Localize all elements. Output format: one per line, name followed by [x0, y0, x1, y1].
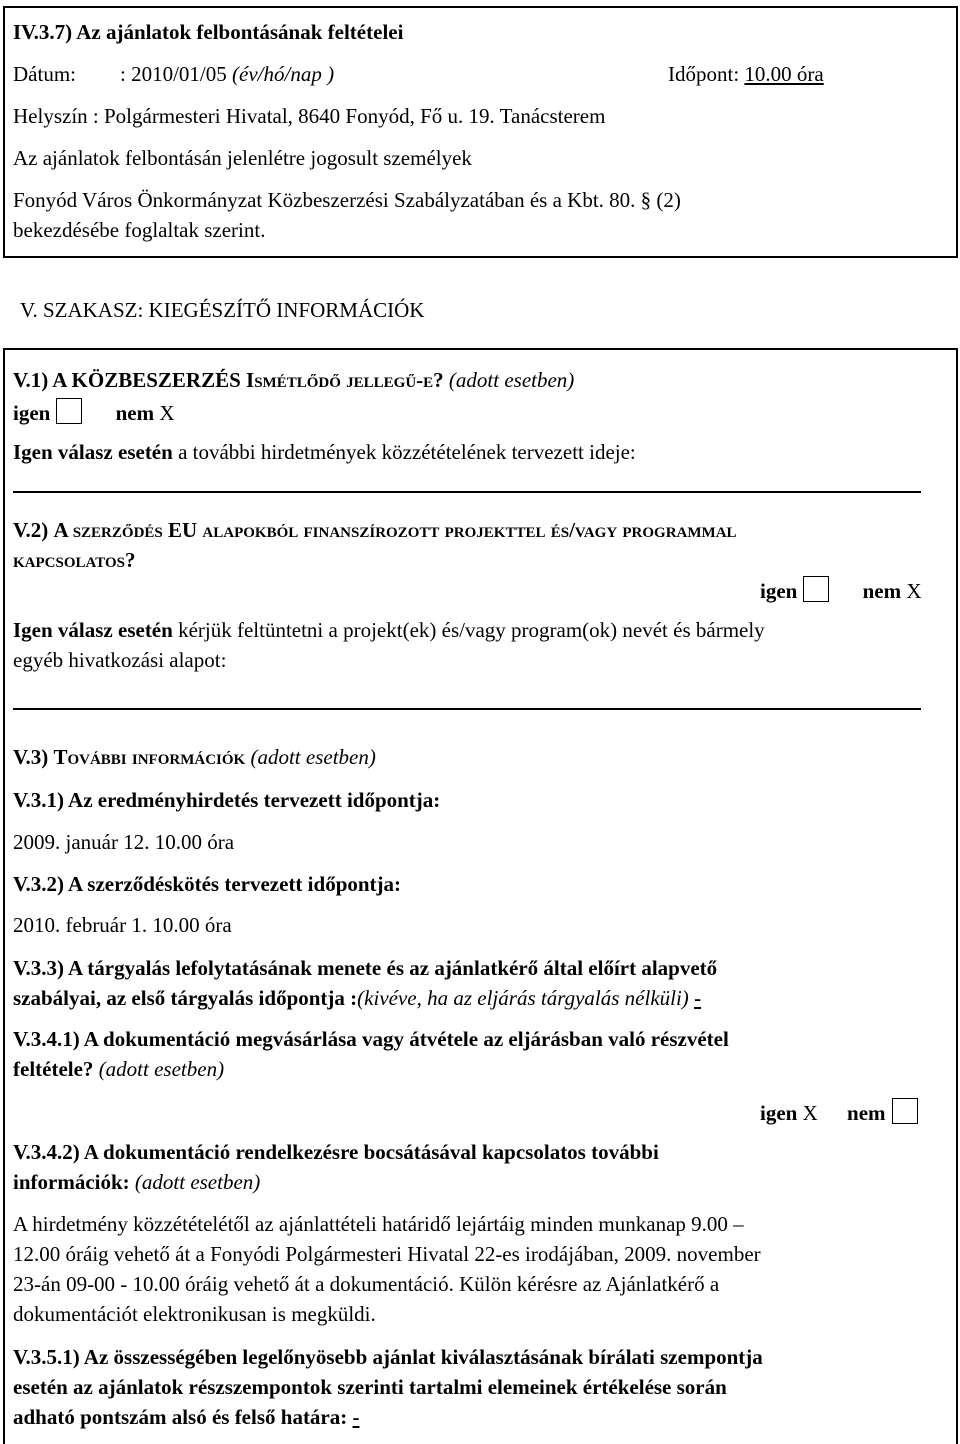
v2-no-label: nem — [862, 579, 902, 603]
v33-line1: V.3.3) A tárgyalás lefolytatásának menete és az ajánlatkérő által előírt alapvető — [13, 956, 718, 980]
v33-line2-bold: szabályai, az első tárgyalás időpontja : — [13, 986, 358, 1010]
v2-if-yes-text2: egyéb hivatkozási alapot: — [13, 648, 227, 672]
v342-text-2: 12.00 óráig vehető át a Fonyódi Polgármesteri Hivatal 22-es irodájában, 2009. november — [13, 1242, 761, 1266]
v3-heading — [13, 745, 376, 769]
v33-line2-italic: (kivéve, ha az eljárás tárgyalás nélküli) — [357, 986, 689, 1010]
v3-num: V.3) — [13, 745, 49, 769]
v351-line3 — [13, 1405, 360, 1429]
v1-heading-q: ? — [433, 368, 444, 392]
place-line: Helyszín : Polgármesteri Hivatal, 8640 Fonyód, Fő u. 19. Tanácsterem — [13, 104, 606, 128]
v1-yes-checkbox[interactable] — [56, 398, 82, 424]
v341-line2-bold: feltétele? — [13, 1057, 94, 1081]
v2-if-yes-text: kérjük feltüntetni a projekt(ek) és/vagy program(ok) nevét és bármely — [178, 618, 765, 642]
v2-if-yes-bold: Igen válasz esetén — [13, 618, 173, 642]
v31-value: 2009. január 12. 10.00 óra — [13, 830, 235, 854]
v342-line1: V.3.4.2) A dokumentáció rendelkezésre bocsátásával kapcsolatos további — [13, 1140, 659, 1164]
v3-optional: (adott esetben) — [250, 745, 376, 769]
v31-heading: V.3.1) Az eredményhirdetés tervezett időpontja: — [13, 788, 441, 812]
v2-options — [760, 576, 922, 603]
v2-if-yes — [13, 618, 765, 642]
v341-options — [760, 1098, 922, 1125]
v342-optional: (adott esetben) — [134, 1170, 261, 1194]
v1-heading-sc: Ismétlődő jellegű-e — [246, 368, 434, 392]
v2-no-mark[interactable]: X — [906, 579, 922, 603]
v2-heading-line1: A szerződés EU alapokból finanszírozott projekttel és/vagy programmal — [53, 518, 737, 542]
date-row — [120, 62, 334, 86]
v33-line2 — [13, 986, 701, 1010]
iv-3-7-heading: IV.3.7) Az ajánlatok felbontásának feltételei — [13, 20, 404, 44]
v2-heading-line2: kapcsolatos? — [13, 548, 136, 572]
v33-value: - — [694, 986, 702, 1010]
v342-line2-bold: információk: — [13, 1170, 130, 1194]
v351-line2: esetén az ajánlatok részszempontok szerinti tartalmi elemeinek értékelése során — [13, 1375, 727, 1399]
v1-no-label: nem — [115, 401, 155, 425]
v341-no-label: nem — [847, 1101, 886, 1125]
v341-yes-mark[interactable]: X — [802, 1101, 818, 1125]
v1-yes-label: igen — [13, 401, 51, 425]
entitled-text-1: Fonyód Város Önkormányzat Közbeszerzési Szabályzatában és a Kbt. 80. § (2) — [13, 188, 681, 212]
entitled-label: Az ajánlatok felbontásán jelenlétre jogosult személyek — [13, 146, 472, 170]
v1-optional: (adott esetben) — [448, 368, 575, 392]
v1-no-mark[interactable]: X — [159, 401, 175, 425]
v342-line2 — [13, 1170, 260, 1194]
entitled-text-2: bekezdésébe foglaltak szerint. — [13, 218, 266, 242]
v341-line1: V.3.4.1) A dokumentáció megvásárlása vagy átvétele az eljárásban való részvétel — [13, 1027, 729, 1051]
v342-text-3: 23-án 09-00 - 10.00 óráig vehető át a dokumentáció. Külön kérésre az Ajánlatkérő a — [13, 1272, 720, 1296]
v351-line3-text: adható pontszám alsó és felső határa: — [13, 1405, 348, 1429]
v2-heading-1 — [13, 518, 737, 542]
v351-value: - — [352, 1405, 360, 1429]
v342-text-1: A hirdetmény közzétételétől az ajánlattételi határidő lejártáig minden munkanap 9.00 – — [13, 1212, 744, 1236]
v341-line2 — [13, 1057, 224, 1081]
date-label: Dátum: — [13, 62, 76, 86]
v351-line1: V.3.5.1) Az összességében legelőnyösebb ajánlat kiválasztásának bírálati szempontja — [13, 1345, 763, 1369]
v2-yes-checkbox[interactable] — [803, 576, 829, 602]
v2-num: V.2) — [13, 518, 49, 542]
v32-heading: V.3.2) A szerződéskötés tervezett időpontja: — [13, 872, 402, 896]
v1-if-yes — [13, 440, 636, 464]
v341-optional: (adott esetben) — [98, 1057, 225, 1081]
time-label: Időpont: — [668, 62, 740, 86]
v1-options — [13, 398, 175, 425]
time-row — [668, 62, 824, 86]
v3-heading-sc: További információk — [53, 745, 246, 769]
section-v-title: V. SZAKASZ: KIEGÉSZÍTŐ INFORMÁCIÓK — [20, 298, 425, 322]
v1-heading — [13, 368, 574, 392]
v2-answer-line[interactable] — [13, 708, 921, 710]
v342-text-4: dokumentációt elektronikusan is megküldi. — [13, 1302, 376, 1326]
date-format: (év/hó/nap ) — [232, 62, 335, 86]
date-value: : 2010/01/05 — [120, 62, 227, 86]
time-value: 10.00 óra — [744, 62, 824, 86]
v2-yes-label: igen — [760, 579, 798, 603]
v1-if-yes-bold: Igen válasz esetén — [13, 440, 173, 464]
v1-heading-main: V.1) A KÖZBESZERZÉS — [13, 368, 241, 392]
v1-if-yes-text: a további hirdetmények közzétételének tervezett ideje: — [178, 440, 636, 464]
v341-no-checkbox[interactable] — [892, 1098, 918, 1124]
v1-answer-line[interactable] — [13, 491, 921, 493]
v32-value: 2010. február 1. 10.00 óra — [13, 913, 232, 937]
v341-yes-label: igen — [760, 1101, 798, 1125]
